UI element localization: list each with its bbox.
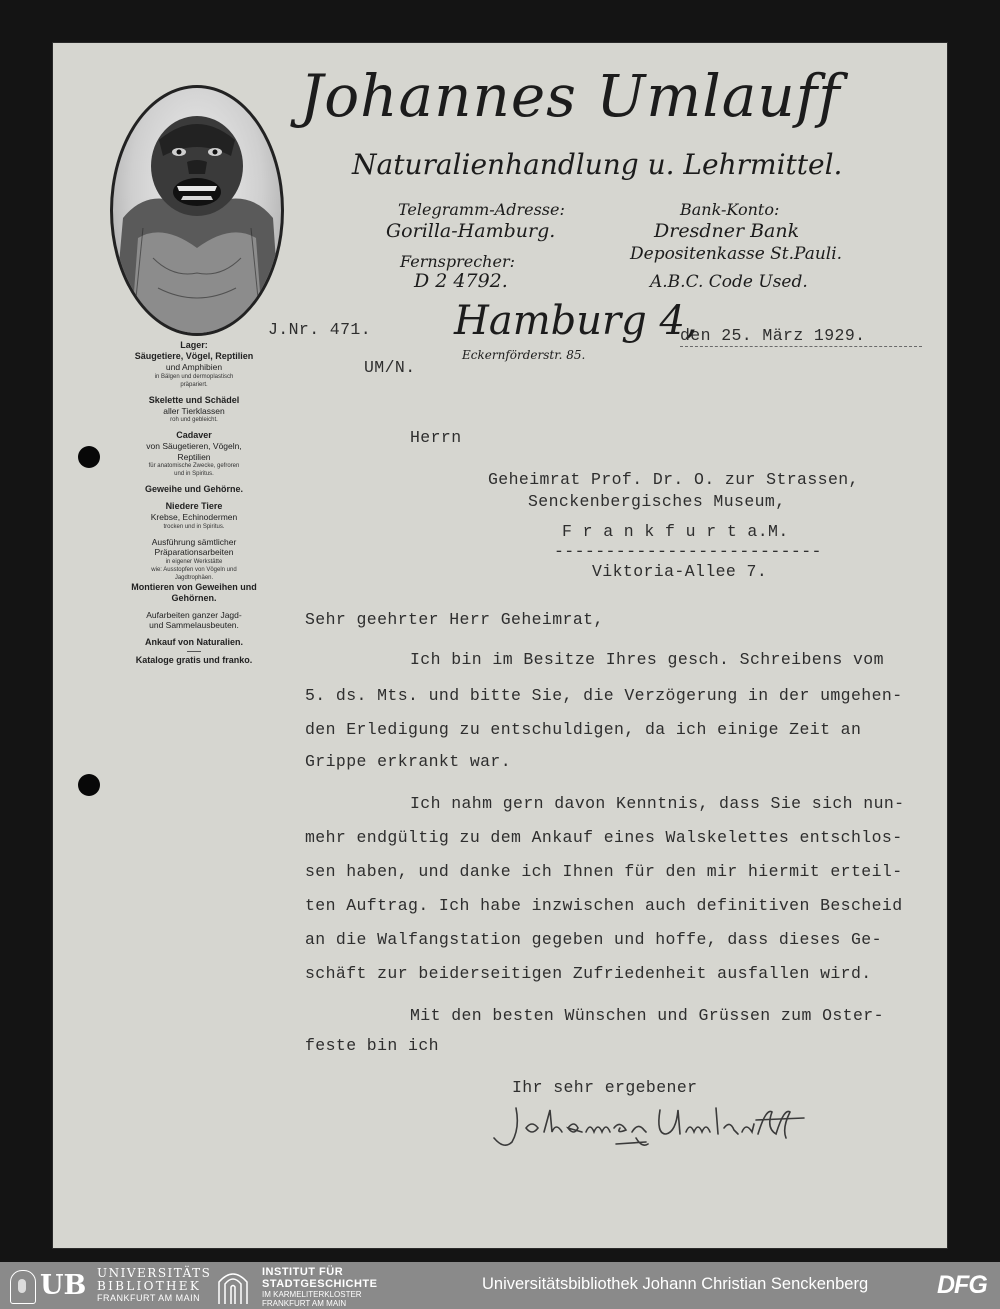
signature: [486, 1098, 816, 1163]
sidebar-heading: Cadaver: [176, 430, 212, 440]
sidebar-heading: Lager:: [180, 340, 208, 350]
isg-line-2: STADTGESCHICHTE: [262, 1278, 378, 1290]
sidebar-line: von Säugetieren, Vögeln,: [146, 441, 242, 451]
recipient-street: Viktoria-Allee 7.: [592, 562, 768, 581]
sidebar-heading: Kataloge gratis und franko.: [135, 654, 253, 665]
body-line: sen haben, und danke ich Ihnen für den mir hiermit erteil-: [305, 862, 903, 881]
recipient-line-1: Geheimrat Prof. Dr. O. zur Strassen,: [488, 470, 859, 489]
bank-label: Bank-Konto:: [680, 200, 780, 219]
arch-icon: [216, 1268, 250, 1304]
telegram-value: Gorilla-Hamburg.: [386, 220, 556, 242]
dfg-logo: DFG: [937, 1271, 987, 1299]
sidebar-line: und Amphibien: [165, 362, 223, 372]
letterhead-street: Eckernförderstr. 85.: [462, 348, 586, 362]
sidebar-line: roh und gebleicht.: [170, 417, 218, 423]
body-line: 5. ds. Mts. und bitte Sie, die Verzögerung in der umgehen-: [305, 686, 903, 705]
body-line: ten Auftrag. Ich habe inzwischen auch definitiven Bescheid: [305, 896, 903, 915]
greeting: Sehr geehrter Herr Geheimrat,: [305, 610, 604, 629]
sidebar-heading: Gehörnen.: [171, 592, 217, 603]
phone-value: D 2 4792.: [414, 270, 508, 292]
bank-value: Dresdner Bank: [654, 220, 800, 242]
date-underline: [680, 346, 922, 347]
sidebar-line: Ausführung sämtlicher: [151, 536, 237, 547]
ub-seal-icon: [10, 1270, 36, 1304]
sidebar-line: Krebse, Echinodermen: [150, 512, 238, 522]
punch-hole-top: [78, 446, 100, 468]
sidebar-line: aller Tierklassen: [163, 405, 225, 416]
recipient-line-2: Senckenbergisches Museum,: [528, 492, 786, 511]
letter-date: den 25. März 1929.: [680, 326, 866, 345]
company-name: Johannes Umlauff: [300, 62, 841, 130]
sidebar-heading: Niedere Tiere: [165, 501, 223, 511]
phone-label: Fernsprecher:: [400, 252, 515, 271]
footer-center-text: Universitätsbibliothek Johann Christian Senckenberg: [482, 1275, 869, 1293]
sidebar-line: Reptilien: [177, 451, 211, 462]
recipient-city-underline: --------------------------: [554, 542, 822, 561]
telegram-label: Telegramm-Adresse:: [398, 200, 565, 219]
punch-hole-bottom: [78, 774, 100, 796]
recipient-city: F r a n k f u r t a.M.: [562, 522, 789, 541]
sidebar-line: und in Spiritus.: [174, 471, 214, 477]
body-line: Ich nahm gern davon Kenntnis, dass Sie sich nun-: [410, 794, 905, 813]
body-line: Grippe erkrankt war.: [305, 752, 512, 771]
footer-bar: [0, 1262, 1000, 1309]
gorilla-portrait-icon: [110, 85, 284, 336]
sidebar-heading: Skelette und Schädel: [148, 394, 240, 405]
ub-line-3: FRANKFURT AM MAIN: [97, 1293, 201, 1303]
body-line: den Erledigung zu entschuldigen, da ich einige Zeit an: [305, 720, 862, 739]
ub-logo: UB: [40, 1270, 87, 1301]
sidebar-line: Jagdtrophäen.: [174, 574, 214, 581]
sidebar-line: Präparationsarbeiten: [154, 547, 234, 557]
ub-line-2: BIBLIOTHEK: [97, 1279, 202, 1293]
body-line: feste bin ich: [305, 1036, 439, 1055]
journal-number: J.Nr. 471.: [268, 320, 372, 339]
sidebar-heading: Geweihe und Gehörne.: [144, 484, 243, 494]
sidebar-line: und Sammelausbeuten.: [149, 620, 239, 630]
sidebar-line: wie: Ausstopfen von Vögeln und: [151, 566, 237, 573]
sidebar-heading: Montieren von Geweihen und: [131, 581, 257, 592]
salutation-to: Herrn: [410, 428, 462, 447]
isg-line-3: IM KARMELITERKLOSTER: [262, 1290, 362, 1299]
company-subtitle: Naturalienhandlung u. Lehrmittel.: [352, 148, 843, 181]
abc-code: A.B.C. Code Used.: [650, 272, 808, 292]
sidebar-line: in Bälgen und dermoplastisch: [154, 373, 234, 380]
bank-branch: Depositenkasse St.Pauli.: [630, 244, 843, 264]
isg-line-4: FRANKFURT AM MAIN: [262, 1299, 347, 1308]
body-line: mehr endgültig zu dem Ankauf eines Walskelettes entschlos-: [305, 828, 903, 847]
body-line: schäft zur beiderseitigen Zufriedenheit ausfallen wird.: [305, 964, 872, 983]
letterhead-city: Hamburg 4,: [454, 298, 698, 344]
sidebar-line: Aufarbeiten ganzer Jagd-: [146, 609, 242, 620]
sidebar-separator: [187, 651, 201, 652]
sidebar-services: [113, 340, 275, 666]
body-line: Ich bin im Besitze Ihres gesch. Schreibens vom: [410, 650, 884, 669]
sidebar-heading: Säugetiere, Vögel, Reptilien: [134, 351, 254, 361]
sidebar-line: für anatomische Zwecke, gefroren: [148, 463, 240, 469]
sidebar-line: trocken und in Spiritus.: [163, 523, 225, 530]
sidebar-line: in eigener Werkstätte: [165, 558, 223, 565]
isg-line-1: INSTITUT FÜR: [262, 1266, 344, 1278]
sidebar-heading: Ankauf von Naturalien.: [144, 636, 243, 647]
ub-line-1: UNIVERSITÄTS: [97, 1266, 212, 1280]
body-line: Mit den besten Wünschen und Grüssen zum Oster-: [410, 1006, 884, 1025]
body-line: an die Walfangstation gegeben und hoffe, dass dieses Ge-: [305, 930, 882, 949]
closing: Ihr sehr ergebener: [512, 1078, 698, 1097]
reference-initials: UM/N.: [364, 358, 416, 377]
sidebar-line: präpariert.: [180, 381, 208, 388]
